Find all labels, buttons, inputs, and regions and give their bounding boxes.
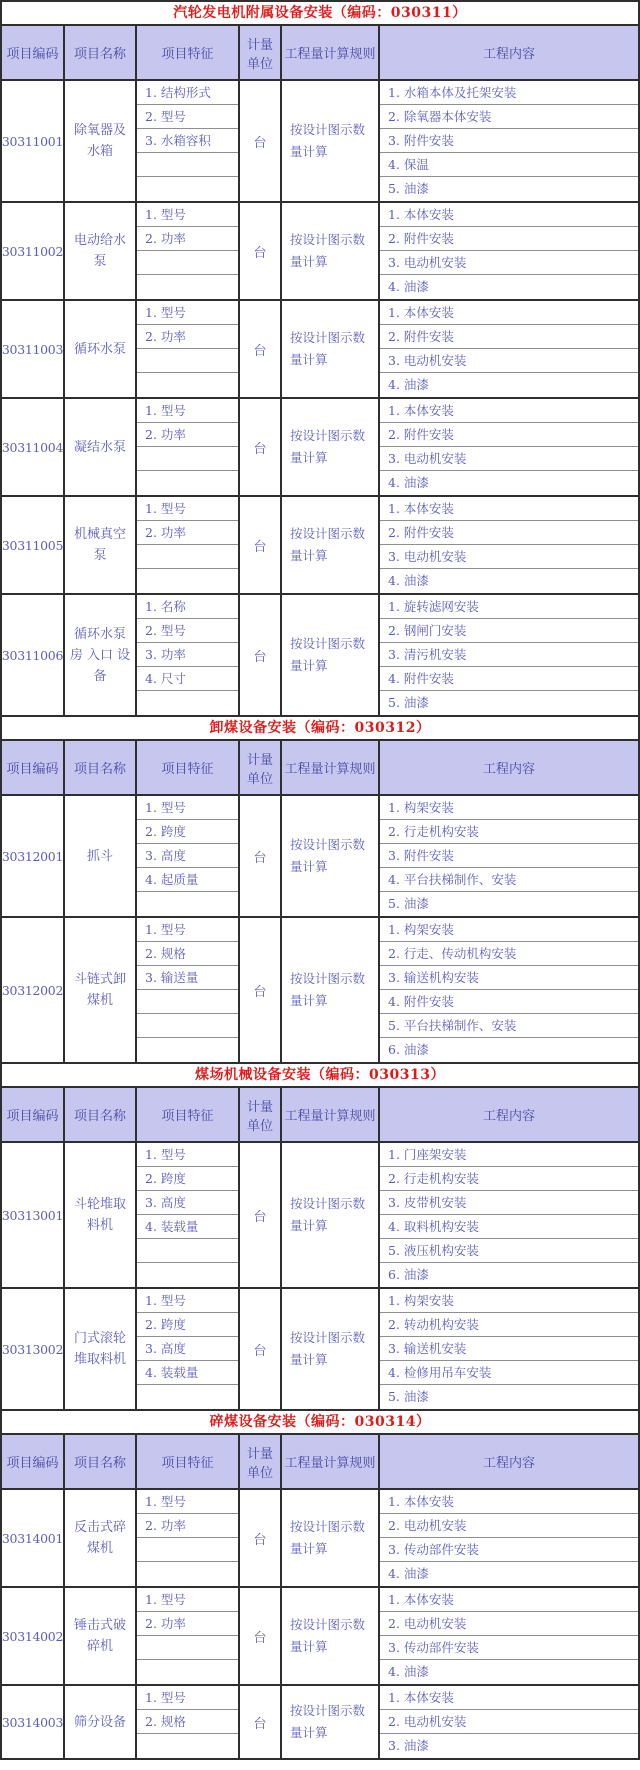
column-header-cont: 工程内容	[482, 47, 535, 62]
feature-item: 2. 功率	[137, 423, 238, 447]
content-item: 3. 附件安装	[380, 129, 638, 153]
feature-item	[137, 177, 238, 201]
feature-item	[137, 1014, 238, 1038]
item-name: 锤击式破碎机	[65, 1588, 137, 1684]
content-item: 4. 油漆	[388, 377, 429, 392]
content-item: 1. 构架安装	[380, 796, 638, 820]
content-item: 2. 转动机构安装	[380, 1313, 638, 1337]
item-name: 反击式碎煤机	[65, 1490, 137, 1586]
content-list	[380, 1143, 638, 1287]
feature-item: 2. 跨度	[137, 820, 238, 844]
rule-text: 按设计图示数量计算	[290, 971, 366, 1008]
unit-cell: 台	[240, 497, 282, 593]
content-item: 2. 电动机安装	[380, 1710, 638, 1734]
column-header-name: 项目名称	[65, 1435, 137, 1488]
column-header-code: 项目编码	[2, 741, 65, 794]
column-header-row	[2, 1435, 638, 1490]
feature-item	[137, 1263, 238, 1287]
content-item: 2. 除氧器本体安装	[380, 105, 638, 129]
content-list	[380, 918, 638, 1062]
content-item: 3. 电动机安装	[380, 349, 638, 373]
content-item: 4. 取料机构安装	[380, 1215, 638, 1239]
content-item: 6. 油漆	[388, 1267, 429, 1282]
unit-cell: 台	[240, 595, 282, 715]
rule-text: 按设计图示数量计算	[290, 1330, 366, 1367]
column-header-cont: 工程内容	[482, 1109, 535, 1124]
content-item: 1. 本体安装	[380, 497, 638, 521]
feature-item	[137, 1038, 238, 1062]
item-code: 30313001	[2, 1143, 65, 1287]
item-name: 电动给水泵	[65, 203, 137, 299]
feature-item: 1. 型号	[137, 1143, 238, 1167]
content-item: 2. 附件安装	[380, 521, 638, 545]
feature-item: 1. 型号	[137, 497, 238, 521]
unit-cell: 台	[240, 301, 282, 397]
item-row	[2, 1686, 638, 1758]
content-list	[380, 1289, 638, 1409]
column-header-code: 项目编码	[2, 26, 65, 79]
feature-item: 4. 尺寸	[137, 667, 238, 691]
content-item: 2. 电动机安装	[380, 1612, 638, 1636]
rule-text: 按设计图示数量计算	[290, 837, 366, 874]
feature-item	[137, 892, 238, 916]
feature-list	[137, 1686, 240, 1758]
rule-cell	[282, 595, 380, 715]
feature-list	[137, 595, 240, 715]
content-item: 1. 本体安装	[380, 301, 638, 325]
feature-item	[137, 1660, 238, 1684]
item-row	[2, 595, 638, 717]
content-list	[380, 203, 638, 299]
item-code: 30313002	[2, 1289, 65, 1409]
item-row	[2, 81, 638, 203]
feature-item: 3. 输送量	[137, 966, 238, 990]
feature-item: 3. 功率	[137, 643, 238, 667]
column-header-rule: 工程量计算规则	[282, 741, 380, 794]
feature-item: 1. 型号	[137, 301, 238, 325]
feature-item: 2. 功率	[137, 1612, 238, 1636]
content-list	[380, 399, 638, 495]
feature-item: 1. 型号	[137, 1289, 238, 1313]
content-item: 4. 油漆	[388, 475, 429, 490]
column-header-rule: 工程量计算规则	[282, 26, 380, 79]
column-header-feat: 项目特征	[137, 741, 240, 794]
content-list	[380, 301, 638, 397]
feature-item: 2. 功率	[137, 1514, 238, 1538]
column-header-feat: 项目特征	[137, 1435, 240, 1488]
unit-cell: 台	[240, 1686, 282, 1758]
column-header-row	[2, 26, 638, 81]
column-header-row	[2, 741, 638, 796]
rule-cell	[282, 497, 380, 593]
feature-item: 2. 型号	[137, 105, 238, 129]
column-header-code: 项目编码	[2, 1435, 65, 1488]
feature-item	[137, 471, 238, 495]
feature-item: 1. 结构形式	[137, 81, 238, 105]
item-code: 30314003	[2, 1686, 65, 1758]
column-header-unit: 计量单位	[240, 26, 282, 79]
content-item: 5. 液压机构安装	[380, 1239, 638, 1263]
feature-item	[137, 1562, 238, 1586]
feature-item: 4. 装载量	[137, 1361, 238, 1385]
content-item: 4. 附件安装	[380, 667, 638, 691]
content-item: 5. 油漆	[388, 1389, 429, 1404]
content-item: 2. 附件安装	[380, 423, 638, 447]
feature-item	[137, 447, 238, 471]
item-code: 30311002	[2, 203, 65, 299]
feature-item	[137, 1636, 238, 1660]
unit-cell: 台	[240, 1490, 282, 1586]
item-row	[2, 497, 638, 595]
rule-text: 按设计图示数量计算	[290, 428, 366, 465]
column-header-cont: 工程内容	[482, 1456, 535, 1471]
feature-item: 2. 规格	[137, 942, 238, 966]
content-item: 4. 油漆	[388, 573, 429, 588]
rule-cell	[282, 301, 380, 397]
column-header-name: 项目名称	[65, 741, 137, 794]
content-item: 5. 油漆	[388, 695, 429, 710]
item-row	[2, 1588, 638, 1686]
feature-item: 1. 名称	[137, 595, 238, 619]
rule-text: 按设计图示数量计算	[290, 1196, 366, 1233]
content-item: 4. 保温	[380, 153, 638, 177]
content-item: 1. 构架安装	[380, 918, 638, 942]
item-row	[2, 203, 638, 301]
feature-list	[137, 796, 240, 916]
column-header-feat: 项目特征	[137, 26, 240, 79]
section-title: 碎煤设备安装（编码：030314）	[2, 1411, 638, 1435]
feature-item	[137, 153, 238, 177]
feature-list	[137, 1490, 240, 1586]
item-code: 30314001	[2, 1490, 65, 1586]
rule-cell	[282, 1289, 380, 1409]
rule-cell	[282, 81, 380, 201]
feature-list	[137, 301, 240, 397]
item-name: 门式滚轮堆取料机	[65, 1289, 137, 1409]
feature-item	[137, 349, 238, 373]
item-code: 30311004	[2, 399, 65, 495]
feature-item: 2. 跨度	[137, 1313, 238, 1337]
column-header-rule: 工程量计算规则	[282, 1088, 380, 1141]
content-item: 3. 传动部件安装	[380, 1538, 638, 1562]
feature-item: 3. 高度	[137, 1337, 238, 1361]
content-item: 4. 油漆	[388, 1566, 429, 1581]
content-item: 3. 输送机安装	[380, 1337, 638, 1361]
unit-cell: 台	[240, 796, 282, 916]
feature-list	[137, 1143, 240, 1287]
item-code: 30312002	[2, 918, 65, 1062]
content-item: 4. 油漆	[388, 279, 429, 294]
feature-list	[137, 497, 240, 593]
feature-list	[137, 918, 240, 1062]
column-header-cont: 工程内容	[482, 762, 535, 777]
content-item: 2. 电动机安装	[380, 1514, 638, 1538]
feature-item: 2. 功率	[137, 227, 238, 251]
column-header-unit: 计量单位	[240, 1088, 282, 1141]
item-name: 循环水泵房 入口 设备	[65, 595, 137, 715]
content-item: 1. 本体安装	[380, 203, 638, 227]
content-list	[380, 1686, 638, 1758]
feature-item: 1. 型号	[137, 399, 238, 423]
item-name: 斗链式卸煤机	[65, 918, 137, 1062]
section-title: 汽轮发电机附属设备安装（编码：030311）	[2, 2, 638, 26]
content-item: 5. 油漆	[388, 896, 429, 911]
column-header-rule: 工程量计算规则	[282, 1435, 380, 1488]
feature-list	[137, 1588, 240, 1684]
item-row	[2, 1289, 638, 1411]
rule-text: 按设计图示数量计算	[290, 330, 366, 367]
feature-item: 1. 型号	[137, 1588, 238, 1612]
feature-item	[137, 373, 238, 397]
rule-text: 按设计图示数量计算	[290, 1617, 366, 1654]
feature-item	[137, 691, 238, 715]
feature-item	[137, 251, 238, 275]
column-header-name: 项目名称	[65, 26, 137, 79]
column-header-unit: 计量单位	[240, 741, 282, 794]
content-item: 4. 油漆	[388, 1664, 429, 1679]
content-item: 3. 附件安装	[380, 844, 638, 868]
content-item: 3. 传动部件安装	[380, 1636, 638, 1660]
item-code: 30312001	[2, 796, 65, 916]
feature-item: 3. 水箱容积	[137, 129, 238, 153]
content-list	[380, 595, 638, 715]
item-row	[2, 1143, 638, 1289]
content-item: 3. 油漆	[388, 1738, 429, 1753]
item-name: 除氧器及水箱	[65, 81, 137, 201]
feature-item: 1. 型号	[137, 1490, 238, 1514]
content-item: 1. 本体安装	[380, 399, 638, 423]
content-item: 1. 本体安装	[380, 1588, 638, 1612]
content-list	[380, 796, 638, 916]
rule-text: 按设计图示数量计算	[290, 1703, 366, 1740]
rule-text: 按设计图示数量计算	[290, 636, 366, 673]
item-row	[2, 301, 638, 399]
content-item: 2. 附件安装	[380, 227, 638, 251]
section-title: 卸煤设备安装（编码：030312）	[2, 717, 638, 741]
item-row	[2, 796, 638, 918]
column-header-row	[2, 1088, 638, 1143]
feature-item	[137, 569, 238, 593]
feature-list	[137, 399, 240, 495]
column-header-unit: 计量单位	[240, 1435, 282, 1488]
item-row	[2, 918, 638, 1064]
feature-item	[137, 1239, 238, 1263]
feature-list	[137, 203, 240, 299]
content-item: 1. 本体安装	[380, 1686, 638, 1710]
content-item: 3. 皮带机安装	[380, 1191, 638, 1215]
content-item: 3. 电动机安装	[380, 545, 638, 569]
feature-item	[137, 545, 238, 569]
column-header-feat: 项目特征	[137, 1088, 240, 1141]
feature-item: 1. 型号	[137, 918, 238, 942]
item-code: 30311001	[2, 81, 65, 201]
feature-list	[137, 1289, 240, 1409]
item-name: 机械真空泵	[65, 497, 137, 593]
rule-cell	[282, 1588, 380, 1684]
feature-item	[137, 275, 238, 299]
feature-list	[137, 81, 240, 201]
item-row	[2, 1490, 638, 1588]
content-item: 3. 电动机安装	[380, 447, 638, 471]
column-header-name: 项目名称	[65, 1088, 137, 1141]
section-title: 煤场机械设备安装（编码：030313）	[2, 1064, 638, 1088]
item-name: 斗轮堆取料机	[65, 1143, 137, 1287]
feature-item: 4. 起质量	[137, 868, 238, 892]
feature-item: 4. 装载量	[137, 1215, 238, 1239]
feature-item	[137, 1385, 238, 1409]
rule-text: 按设计图示数量计算	[290, 526, 366, 563]
content-item: 2. 附件安装	[380, 325, 638, 349]
rule-text: 按设计图示数量计算	[290, 1519, 366, 1556]
feature-item	[137, 1734, 238, 1758]
item-name: 循环水泵	[65, 301, 137, 397]
feature-item: 2. 型号	[137, 619, 238, 643]
feature-item: 2. 跨度	[137, 1167, 238, 1191]
content-item: 2. 行走、传动机构安装	[380, 942, 638, 966]
content-item: 4. 平台扶梯制作、安装	[380, 868, 638, 892]
unit-cell: 台	[240, 1143, 282, 1287]
item-row	[2, 399, 638, 497]
content-item: 5. 油漆	[388, 181, 429, 196]
unit-cell: 台	[240, 81, 282, 201]
rule-cell	[282, 203, 380, 299]
feature-item: 2. 功率	[137, 325, 238, 349]
unit-cell: 台	[240, 203, 282, 299]
unit-cell: 台	[240, 918, 282, 1062]
rule-cell	[282, 1490, 380, 1586]
content-item: 1. 本体安装	[380, 1490, 638, 1514]
rule-text: 按设计图示数量计算	[290, 122, 366, 159]
rule-cell	[282, 399, 380, 495]
item-name: 凝结水泵	[65, 399, 137, 495]
content-item: 3. 输送机构安装	[380, 966, 638, 990]
feature-item	[137, 1538, 238, 1562]
content-list	[380, 1490, 638, 1586]
content-item: 2. 钢闸门安装	[380, 619, 638, 643]
item-code: 30311005	[2, 497, 65, 593]
content-item: 2. 行走机构安装	[380, 1167, 638, 1191]
feature-item: 3. 高度	[137, 844, 238, 868]
feature-item: 1. 型号	[137, 203, 238, 227]
feature-item: 3. 高度	[137, 1191, 238, 1215]
feature-item: 1. 型号	[137, 1686, 238, 1710]
feature-item	[137, 990, 238, 1014]
content-item: 1. 构架安装	[380, 1289, 638, 1313]
item-code: 30311006	[2, 595, 65, 715]
content-item: 3. 清污机安装	[380, 643, 638, 667]
item-name: 抓斗	[65, 796, 137, 916]
column-header-code: 项目编码	[2, 1088, 65, 1141]
item-code: 30314002	[2, 1588, 65, 1684]
content-item: 2. 行走机构安装	[380, 820, 638, 844]
item-code: 30311003	[2, 301, 65, 397]
feature-item: 2. 功率	[137, 521, 238, 545]
content-list	[380, 497, 638, 593]
unit-cell: 台	[240, 399, 282, 495]
content-item: 3. 电动机安装	[380, 251, 638, 275]
content-item: 5. 平台扶梯制作、安装	[380, 1014, 638, 1038]
content-item: 1. 门座架安装	[380, 1143, 638, 1167]
content-item: 1. 水箱本体及托架安装	[380, 81, 638, 105]
rule-cell	[282, 918, 380, 1062]
feature-item: 2. 规格	[137, 1710, 238, 1734]
rule-text: 按设计图示数量计算	[290, 232, 366, 269]
unit-cell: 台	[240, 1289, 282, 1409]
content-item: 4. 检修用吊车安装	[380, 1361, 638, 1385]
item-name: 筛分设备	[65, 1686, 137, 1758]
rule-cell	[282, 1143, 380, 1287]
feature-item: 1. 型号	[137, 796, 238, 820]
content-item: 4. 附件安装	[380, 990, 638, 1014]
rule-cell	[282, 796, 380, 916]
content-item: 1. 旋转滤网安装	[380, 595, 638, 619]
content-item: 6. 油漆	[388, 1042, 429, 1057]
content-list	[380, 1588, 638, 1684]
unit-cell: 台	[240, 1588, 282, 1684]
content-list	[380, 81, 638, 201]
rule-cell	[282, 1686, 380, 1758]
